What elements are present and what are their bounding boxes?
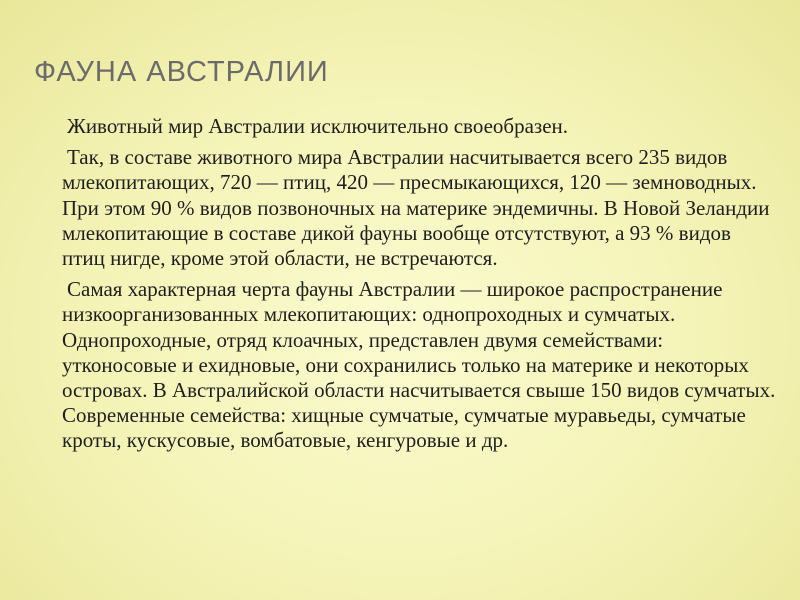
paragraph-mammals: Самая характерная черта фауны Австралии — широкое распространение низкоорганизованных млекопитающих: однопроходных и сумчатых. Однопроходные, отряд клоачных, представлен двумя семействами: утконосовые и ехидновые, они сохранились только на материке и некоторых островах. В Австралийской области насчитывается свыше 150 видов сумчатых. Современные семейства: хищные сумчатые, сумчатые муравьеды, сумчатые кроты, кускусовые, вомбатовые, кенгуровые и др. (62, 277, 776, 453)
paragraph-intro: Животный мир Австралии исключительно своеобразен. (67, 114, 569, 138)
paragraph-statistics: Так, в составе животного мира Австралии насчитывается всего 235 видов млекопитающих, 720 — птиц, 420 — пресмыкающихся, 120 — земноводных. При этом 90 % видов позвоночных на материке эндемичны. В Новой Зеландии млекопитающие в составе дикой фауны вообще отсутствуют, а 93 % видов птиц нигде, кроме этой области, не встречаются. (62, 145, 770, 271)
slide-title: ФАУНА АВСТРАЛИИ (34, 56, 329, 88)
slide-body (62, 114, 777, 454)
